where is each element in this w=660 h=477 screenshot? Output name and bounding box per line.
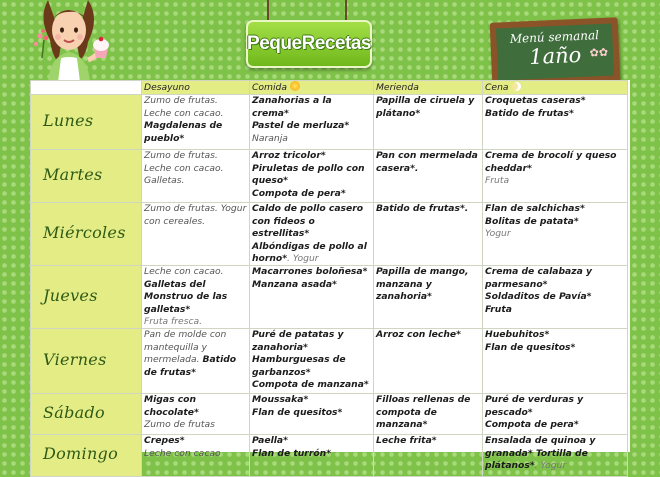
day-label: Miércoles — [43, 222, 126, 242]
recipe-link[interactable]: Puré de patatas y zanahoria* — [252, 329, 344, 353]
meal-cell — [250, 203, 374, 266]
header-comida — [250, 81, 374, 95]
table-row — [31, 150, 628, 203]
meal-cell — [250, 394, 374, 435]
meal-cell — [483, 266, 628, 329]
meal-cell — [142, 266, 250, 329]
meal-cell — [374, 150, 483, 203]
meal-text: Naranja — [252, 132, 288, 144]
meal-cell — [374, 435, 483, 477]
recipe-link[interactable]: Pan con mermelada casera*. — [376, 150, 478, 174]
recipe-link[interactable]: Croquetas caseras* — [485, 95, 586, 107]
menu-age: 1año — [528, 42, 582, 70]
meal-cell — [250, 150, 374, 203]
meal-text: Zumo de frutas. Leche con cacao. Galletas. — [144, 150, 224, 187]
logo-string-right — [345, 0, 347, 22]
recipe-link[interactable]: Flan de turrón* — [252, 447, 332, 459]
header-row — [31, 81, 628, 95]
day-cell — [31, 150, 142, 203]
meal-cell — [250, 266, 374, 329]
meal-text: Pan de molde con mantequilla y mermelada. — [144, 329, 227, 366]
meal-text: Leche con cacao — [144, 447, 221, 459]
menu-body — [31, 95, 628, 477]
day-label: Martes — [43, 164, 103, 184]
meal-cell — [374, 266, 483, 329]
meal-cell — [483, 95, 628, 150]
header-cena — [483, 81, 628, 95]
day-cell — [31, 329, 142, 394]
meal-cell — [483, 394, 628, 435]
recipe-link[interactable]: Leche frita* — [376, 435, 437, 447]
table-row — [31, 394, 628, 435]
recipe-link[interactable]: Pastel de merluza* — [252, 120, 350, 132]
meal-text: . Yogur — [534, 460, 567, 472]
recipe-link[interactable]: Arroz con leche* — [376, 329, 461, 341]
recipe-link[interactable]: Compota de manzana* — [252, 379, 369, 391]
header-desayuno — [142, 81, 250, 95]
recipe-link[interactable]: Albóndigas de pollo al horno* — [252, 240, 367, 265]
meal-cell — [250, 435, 374, 477]
day-label: Viernes — [43, 349, 107, 369]
recipe-link[interactable]: Crepes* — [144, 435, 185, 447]
recipe-link[interactable]: Caldo de pollo casero con fideos o estrellitas* — [252, 203, 364, 240]
day-cell — [31, 203, 142, 266]
weekly-menu-table — [30, 80, 628, 477]
table-row — [31, 435, 628, 477]
meal-text: Leche con cacao. — [144, 107, 224, 119]
meal-cell — [483, 435, 628, 477]
recipe-link[interactable]: Paella* — [252, 435, 288, 447]
meal-text: Fruta fresca. — [144, 316, 203, 328]
recipe-link[interactable]: Moussaka* — [252, 394, 309, 406]
meal-text: Zumo de frutas. — [144, 95, 218, 107]
recipe-link[interactable]: Compota de pera* — [252, 187, 346, 199]
meal-cell — [374, 394, 483, 435]
day-label: Jueves — [43, 285, 98, 305]
recipe-link[interactable]: Flan de quesitos* — [252, 406, 343, 418]
recipe-link[interactable]: Hamburguesas de garbanzos* — [252, 354, 346, 378]
day-label: Sábado — [43, 402, 105, 422]
header-label: Merienda — [376, 81, 419, 93]
meal-cell — [374, 203, 483, 266]
recipe-link[interactable]: Flan de salchichas* — [485, 203, 585, 215]
day-cell — [31, 266, 142, 329]
logo-text: PequeRecetas — [247, 33, 371, 54]
recipe-link[interactable]: Papilla de mango, manzana y zanahoria* — [376, 266, 469, 303]
sun-icon — [290, 81, 300, 91]
recipe-link[interactable]: Soldaditos de Pavía* — [485, 291, 592, 303]
recipe-link[interactable]: Batido de frutas*. — [376, 203, 469, 215]
recipe-link[interactable]: Papilla de ciruela y plátano* — [376, 95, 475, 119]
day-cell — [31, 394, 142, 435]
menu-title: Menú semanal — [509, 28, 600, 46]
chef-girl-illustration — [28, 0, 123, 82]
meal-text: Yogur — [485, 228, 511, 240]
meal-text: Zumo de frutas — [144, 419, 215, 431]
header-corner — [31, 81, 142, 95]
meal-cell — [374, 329, 483, 394]
meal-cell — [142, 203, 250, 266]
recipe-link[interactable]: Batido de frutas* — [485, 107, 574, 119]
day-cell — [31, 435, 142, 477]
recipe-link[interactable]: Ensalada de quinoa y granada* — [485, 435, 596, 459]
table-row — [31, 266, 628, 329]
recipe-link[interactable]: Filloas rellenas de compota de manzana* — [376, 394, 471, 431]
day-label: Lunes — [43, 110, 94, 130]
meal-cell — [250, 329, 374, 394]
meal-cell — [142, 329, 250, 394]
header-label: Cena — [485, 81, 509, 93]
meal-cell — [142, 435, 250, 477]
recipe-link[interactable]: Flan de quesitos* — [485, 341, 576, 353]
header-merienda — [374, 81, 483, 95]
recipe-link[interactable]: Bolitas de patata* — [485, 215, 579, 227]
logo-string-left — [267, 0, 269, 22]
meal-cell — [142, 95, 250, 150]
recipe-link[interactable]: Migas con chocolate* — [144, 394, 199, 418]
day-cell — [31, 95, 142, 150]
day-label: Domingo — [43, 444, 119, 464]
chalkboard-surface — [496, 23, 614, 80]
meal-cell — [250, 95, 374, 150]
recipe-link[interactable]: Macarrones boloñesa* — [252, 266, 368, 278]
recipe-link[interactable]: Crema de calabaza y parmesano* — [485, 266, 592, 290]
recipe-link[interactable]: Manzana asada* — [252, 278, 337, 290]
moon-icon — [512, 82, 521, 91]
meal-text: Leche con cacao. — [144, 266, 224, 278]
header-label: Desayuno — [144, 81, 190, 93]
recipe-link[interactable]: Puré de verduras y pescado* — [485, 394, 584, 418]
meal-text: . Yogur — [287, 253, 319, 265]
meal-cell — [483, 203, 628, 266]
meal-cell — [483, 329, 628, 394]
meal-text: Zumo de frutas. Yogur con cereales. — [144, 203, 247, 227]
pequerecetas-logo[interactable] — [243, 0, 371, 72]
recipe-link[interactable]: Batido de frutas* — [144, 354, 237, 378]
weekly-menu-table-wrapper — [30, 80, 630, 472]
meal-cell — [374, 95, 483, 150]
meal-cell — [483, 150, 628, 203]
table-row — [31, 329, 628, 394]
table-row — [31, 95, 628, 150]
meal-cell — [142, 394, 250, 435]
recipe-link[interactable]: Tortilla de plátanos* — [485, 447, 588, 472]
table-row — [31, 203, 628, 266]
menu-chalkboard — [490, 17, 621, 87]
logo-board — [246, 20, 372, 68]
recipe-link[interactable]: Compota de pera* — [485, 419, 579, 431]
header-label: Comida — [252, 82, 288, 93]
recipe-link[interactable]: Arroz tricolor* — [252, 150, 326, 162]
recipe-link[interactable]: Galletas del Monstruo de las galletas* — [144, 278, 228, 315]
recipe-link[interactable]: Zanahorias a la crema* — [252, 95, 332, 119]
meal-text: Fruta — [485, 175, 510, 187]
recipe-link[interactable]: Fruta — [485, 303, 512, 315]
flower-decoration-icon: ✿✿ — [589, 45, 609, 60]
recipe-link[interactable]: Magdalenas de pueblo* — [144, 120, 223, 144]
recipe-link[interactable]: Huebuhitos* — [485, 329, 550, 341]
recipe-link[interactable]: Crema de brocolí y queso cheddar* — [485, 150, 617, 174]
recipe-link[interactable]: Piruletas de pollo con queso* — [252, 162, 365, 187]
meal-cell — [142, 150, 250, 203]
